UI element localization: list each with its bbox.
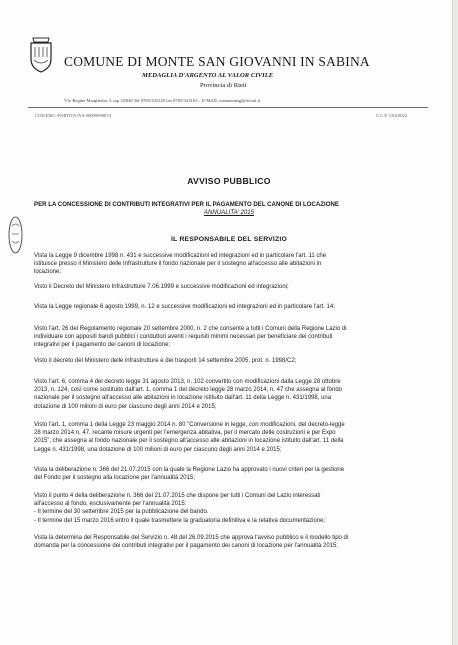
paragraph: Visto il Decreto del Ministero Infrastrutture 7.06.1999 e successive modificazioni ed integrazioni; bbox=[34, 284, 289, 290]
paragraph: Vista la determina del Responsabile del Servizio n. 48 del 26.09.2015 che approva l'avviso pubblico e il modello tipo di domanda per la concessione dei contributi integrativi per il pagamento dei canoni di locazione per l'annualità 2015; bbox=[34, 535, 349, 550]
fiscal-code: COD.FISC./PARTITA IVA 00099990074 bbox=[35, 113, 111, 118]
paragraph: Vista la Legge regionale 6 agosto 1999, n. 12 e successive modificazioni ed integrazioni ed in particolare l'art. 14; bbox=[34, 304, 335, 310]
address-line: V.le Regina Margherita, 3 cap. 02040 Tel 0765/333129 fax 0765/333163 – E-MAIL comunemsg@tiscali.it bbox=[64, 98, 261, 103]
notice-year: ANNUALITA' 2015 bbox=[203, 209, 255, 216]
paragraph: Vista la deliberazione n. 366 del 21.07.2015 con la quale la Regione Lazio ha approvato i nuovi criteri per la gestione del Fondo per il sostegno alla locazione per l'annualità 2015; bbox=[34, 467, 345, 482]
medal-caption: MEDAGLIA D'ARGENTO AL VALOR CIVILE bbox=[142, 72, 274, 79]
notice-subtitle: PER LA CONCESSIONE DI CONTRIBUTI INTEGRATIVI PER IL PAGAMENTO DEL CANONE DI LOCAZIONE bbox=[34, 201, 339, 208]
side-stamp-icon bbox=[7, 214, 24, 256]
notice-title: AVVISO PUBBLICO bbox=[187, 176, 271, 186]
header-divider bbox=[28, 107, 428, 108]
postal-account: C.C.P. 15010022 bbox=[376, 113, 408, 118]
page-edge bbox=[452, 0, 458, 645]
municipal-crest-icon bbox=[28, 36, 54, 74]
paragraph: Vista la Legge 9 dicembre 1998 n. 431 e successive modificazioni ed integrazioni ed in particolare l'art. 11 che istituisce presso il Ministero delle Infrastrutture il fondo nazionale per il sostegno all'accesso alle abitazioni in locazione; bbox=[34, 253, 327, 276]
province-caption: Provincia di Rieti bbox=[200, 82, 247, 89]
paragraph: Visto l'art. 6, comma 4 del decreto legge 31 agosto 2013, n. 102 convertito con modificazioni dalla Legge 28 ottobre 2013, n. 124, così come sostituito dall'art. 1, comma 1 del decreto legge 28 marzo 2014, n. 47 che assegna al fondo nazionale per il sostegno all'accesso alle abitazioni in locazione istituito dall'art. 11 della Legge n. 431/1998, una dotazione di 100 milioni di euro per ciascuno degli anni 2014 e 2015; bbox=[34, 379, 343, 410]
authority-heading: IL RESPONSABILE DEL SERVIZIO bbox=[171, 236, 287, 243]
paragraph: Visto il punto 4 della deliberazione n. 366 del 21.07.2015 che dispone per tutti i Comuni del Lazio interessati all'accesso al fondo, esclusivamente per l'annualità 2015: - Il termine del 30 settembre 2015 per la pubblicazione del bando. - Il termine del 15 marzo 2016 entro il quale trasmettere la graduatoria definitiva e la relativa documentazione; bbox=[34, 493, 326, 524]
paragraph: Visto il decreto del Ministero delle infrastrutture e dei trasporti 14 settembre 2005, prot. n. 1998/C2; bbox=[34, 358, 297, 364]
paragraph: Visto l'art. 1, comma 1 della Legge 23 maggio 2014 n. 80 "Conversione in legge, con modificazioni, del decreto-legge 28 marzo 2014 n. 47, recante misure urgenti per l'emergenza abitativa, per il mercato delle costruzioni e per Expo 2015", che assegna al fondo nazionale per il sostegno all'accesso alle abitazioni in locazione istituito dall'art. 11 della Legge n. 431/1998, una dotazione di 100 milioni di euro per ciascuno degli anni 2014 e 2015; bbox=[34, 422, 345, 453]
municipality-name: COMUNE DI MONTE SAN GIOVANNI IN SABINA bbox=[64, 54, 370, 69]
paragraph: Visto l'art. 26 del Regolamento regionale 20 settembre 2000, n. 2 che consente a tutti i Comuni della Regione Lazio di individuare con appositi bandi pubblici i conduttori aventi i requisiti minimi necessari per beneficiare dei contributi integrativi per il pagamento dei canoni di locazione; bbox=[34, 326, 347, 349]
